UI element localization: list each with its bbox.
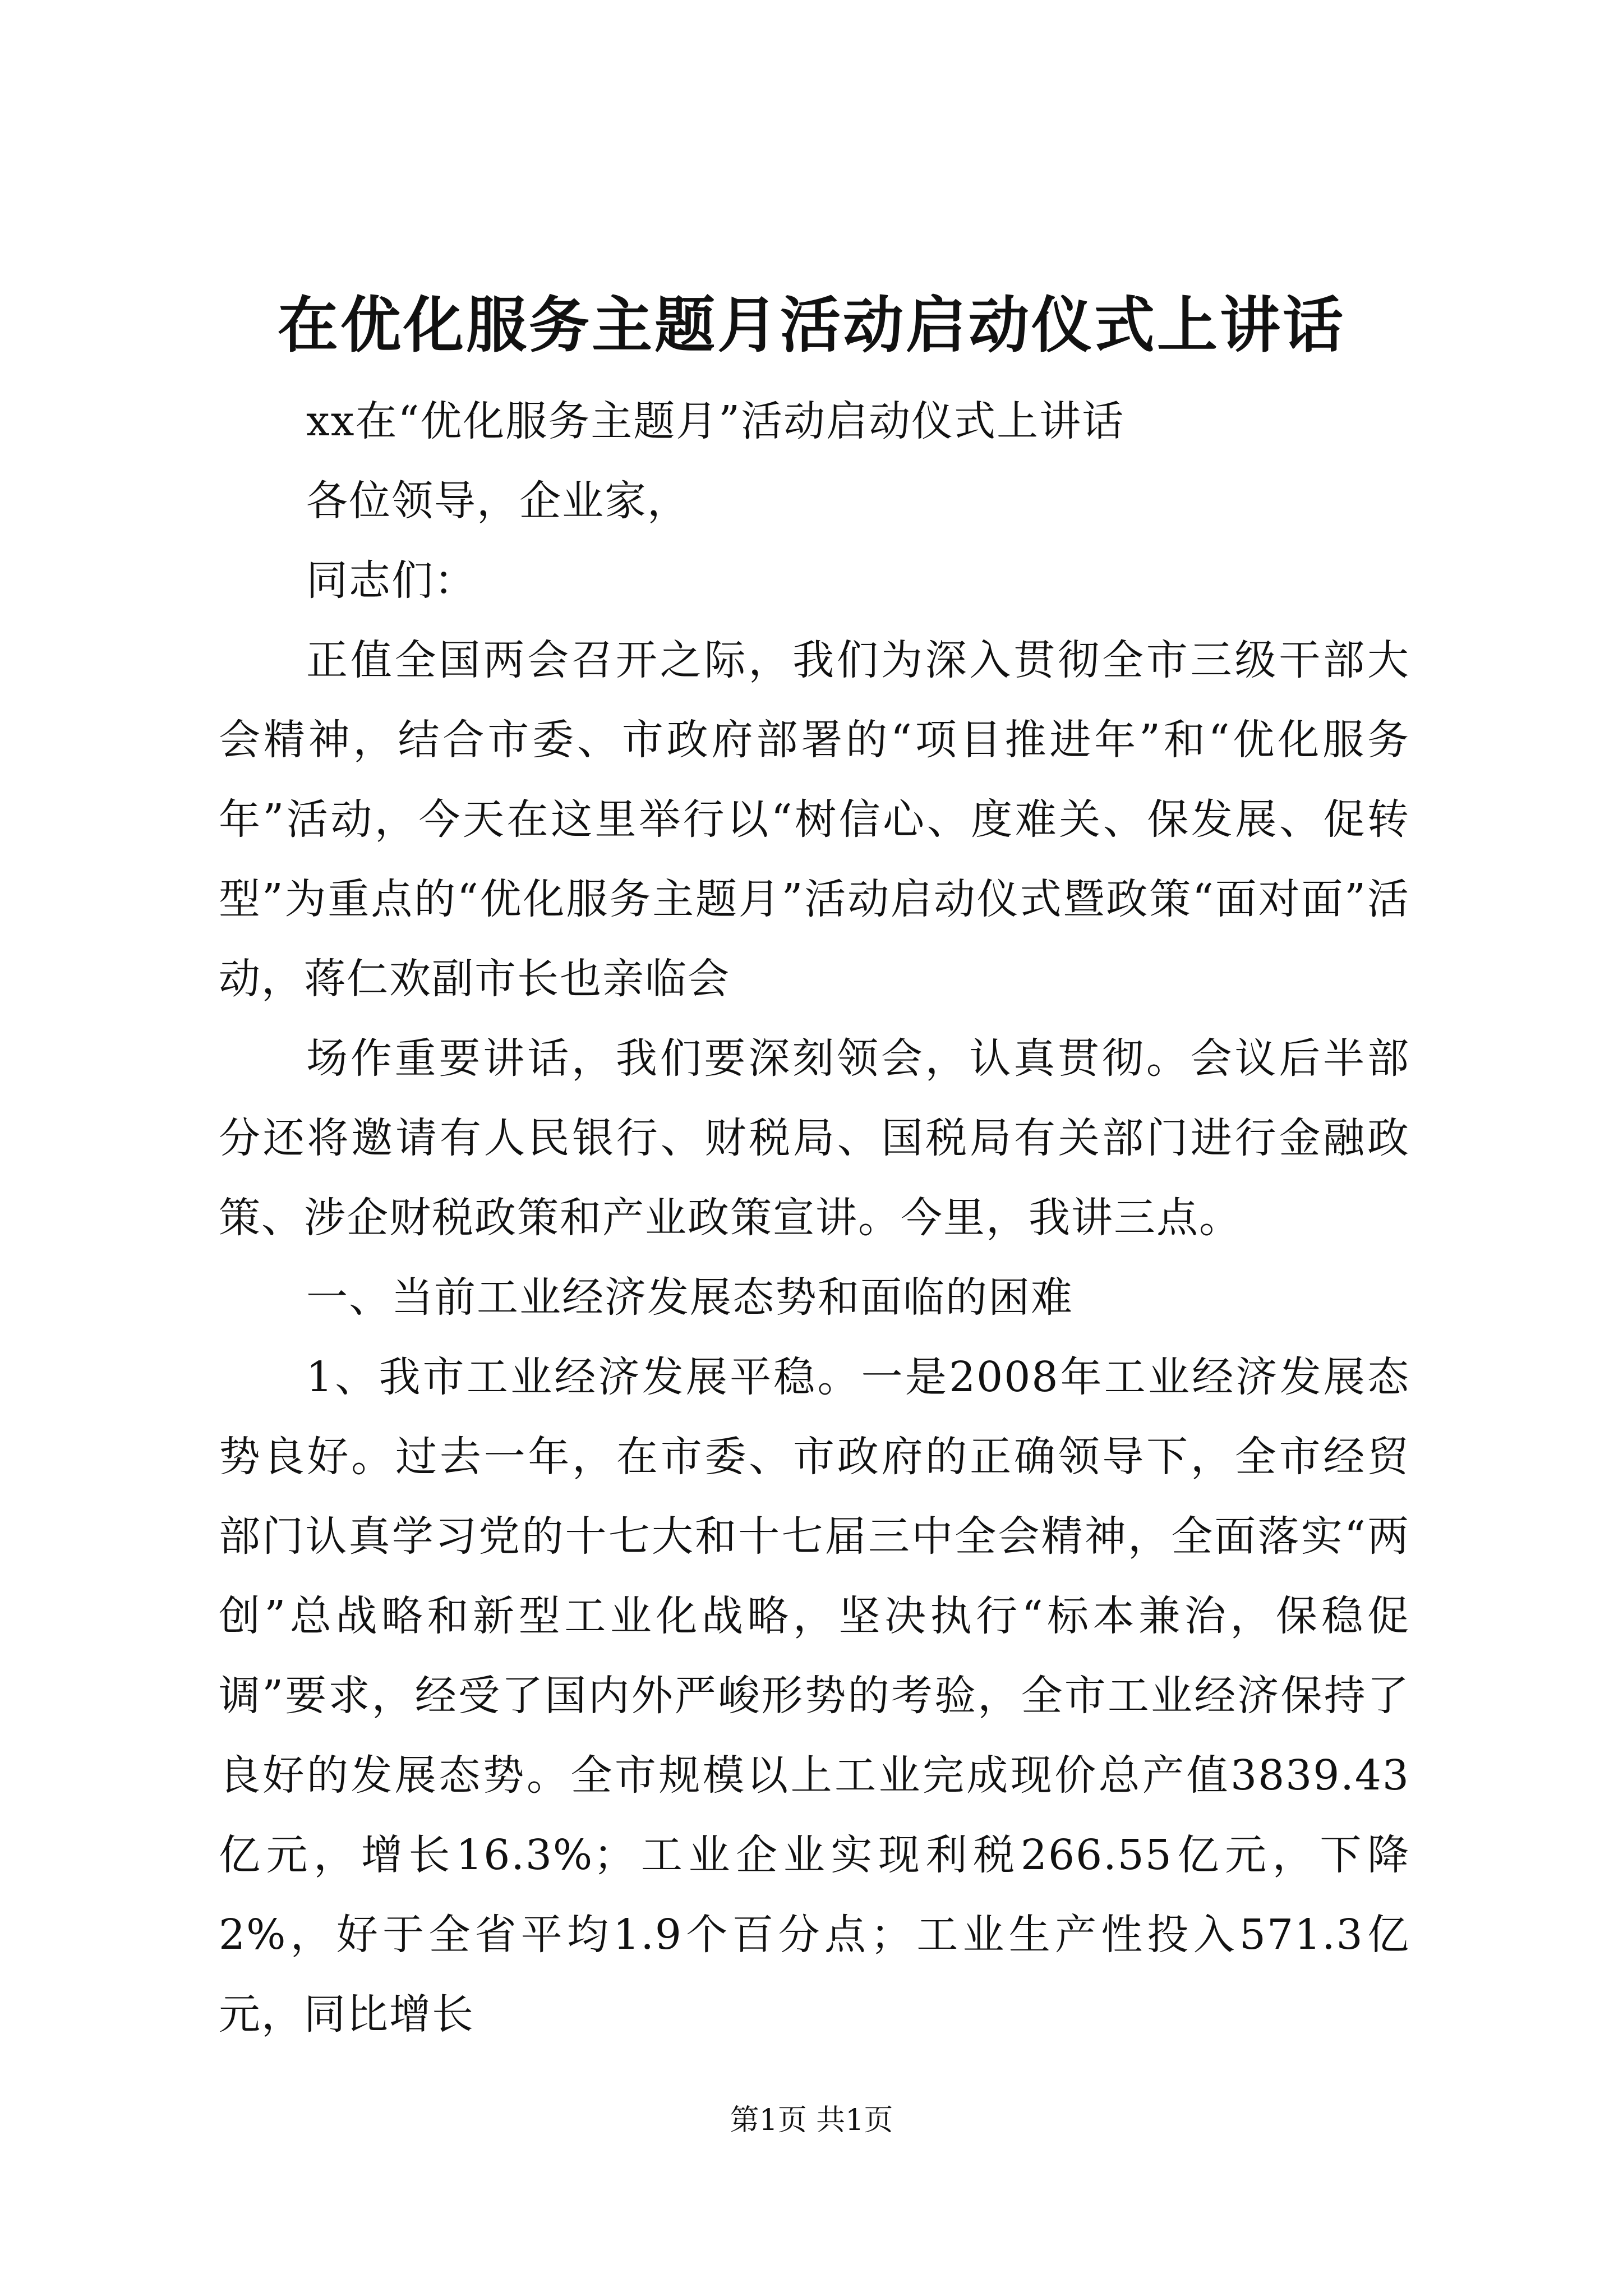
document-body	[219, 381, 1410, 2054]
section-heading: 一、当前工业经济发展态势和面临的困难	[306, 1273, 1073, 1322]
body-paragraph: 1、我市工业经济发展平稳。一是2008年工业经济发展态势良好。过去一年，在市委、市政府的正确领导下，全市经贸部门认真学习党的十七大和十七届三中全会精神，全面落实“两创”总战略和新型工业化战略，坚决执行“标本兼治，保稳促调”要求，经受了国内外严峻形势的考验，全市工业经济保持了良好的发展态势。全市规模以上工业完成现价总产值3839.43亿元，增长16.3%；工业企业实现利税266.55亿元，下降2%，好于全省平均1.9个百分点；工业生产性投入571.3亿元，同比增长	[219, 1353, 1410, 2039]
speech-heading: xx在“优化服务主题月”活动启动仪式上讲话	[306, 397, 1125, 445]
page-number: 第1页 共1页	[730, 2104, 893, 2137]
document-title: 在优化服务主题月活动启动仪式上讲话	[277, 290, 1345, 361]
page-footer	[0, 2098, 1623, 2143]
body-paragraph: 正值全国两会召开之际，我们为深入贯彻全市三级干部大会精神，结合市委、市政府部署的“项目推进年”和“优化服务年”活动，今天在这里举行以“树信心、度难关、保发展、促转型”为重点的“优化服务主题月”活动启动仪式暨政策“面对面”活动，蒋仁欢副市长也亲临会	[219, 636, 1410, 1003]
salutation-line: 同志们：	[306, 556, 477, 605]
body-paragraph: 场作重要讲话，我们要深刻领会，认真贯彻。会议后半部分还将邀请有人民银行、财税局、国税局有关部门进行金融政策、涉企财税政策和产业政策宣讲。今里，我讲三点。	[219, 1034, 1410, 1242]
salutation-line: 各位领导，企业家，	[306, 477, 690, 525]
